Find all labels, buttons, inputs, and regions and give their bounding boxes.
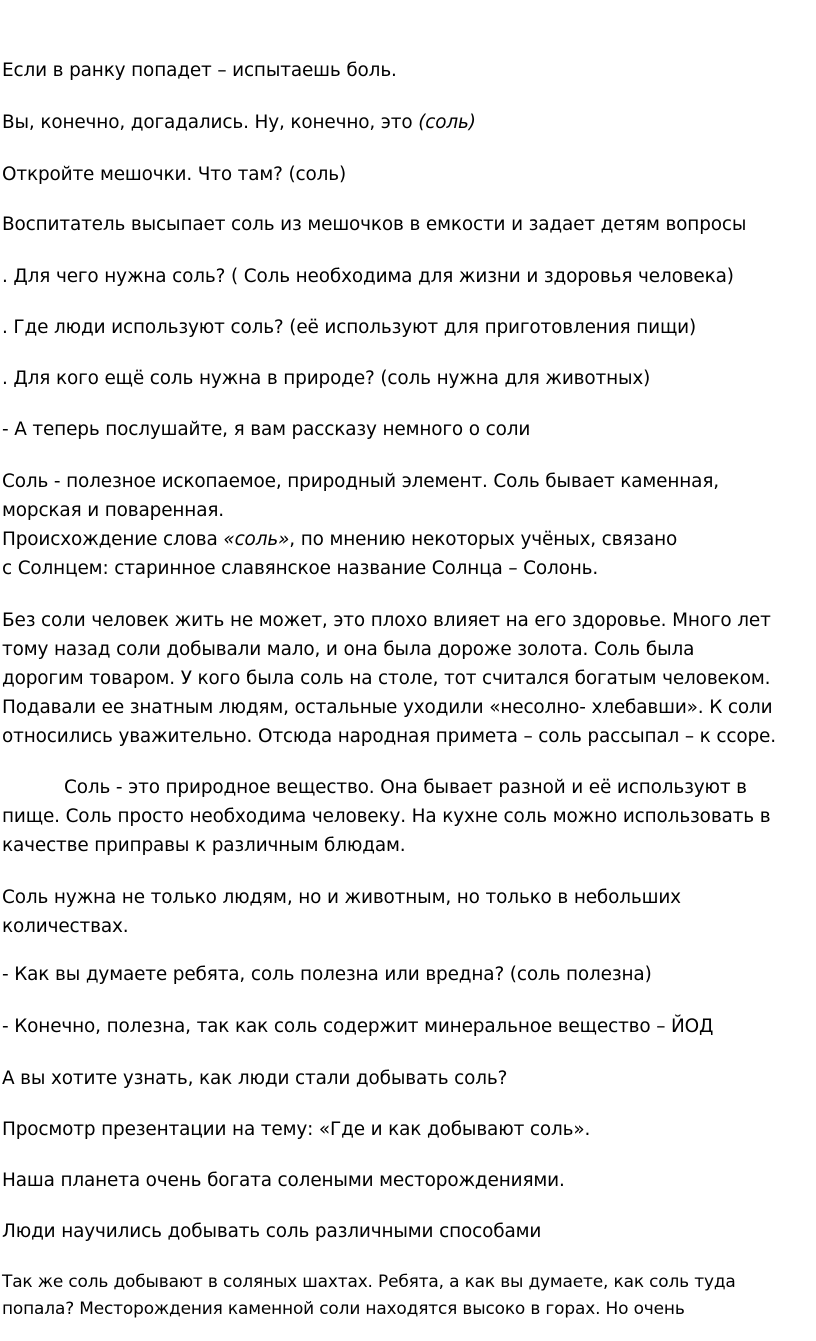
text-line: количествах.: [2, 916, 129, 937]
paragraph-history: [2, 606, 814, 751]
text-span: Происхождение слова: [2, 529, 224, 550]
paragraph-wound: [2, 58, 814, 84]
paragraph-natural-substance: [2, 773, 814, 860]
paragraph-teacher: [2, 212, 814, 238]
text-line: - Как вы думаете ребята, соль полезна или вредна? (соль полезна): [2, 964, 652, 985]
text-line: Без соли человек жить не может, это плохо влияет на его здоровье. Много лет: [2, 610, 771, 631]
paragraph-mines: [2, 1268, 814, 1322]
paragraph-open-bags: [2, 162, 814, 188]
text-span: , по мнению некоторых учёных, связано: [289, 529, 678, 550]
text-line: с Солнцем: старинное славянское название Солнца – Солонь.: [2, 558, 599, 579]
paragraph-methods: [2, 1219, 814, 1245]
text-line: Подавали ее знатным людям, остальные уходили «несолно- хлебавши». К соли: [2, 697, 773, 718]
paragraph-iodine: [2, 1014, 814, 1040]
paragraph-salt-origin: [2, 467, 814, 583]
text-line: Если в ранку попадет – испытаешь боль.: [2, 60, 397, 81]
paragraph-question-2: [2, 315, 814, 341]
text-line: Наша планета очень богата солеными месторождениями.: [2, 1170, 565, 1191]
text-line: Люди научились добывать соль различными способами: [2, 1221, 542, 1242]
text-line: относились уважительно. Отсюда народная примета – соль рассыпал – к ссоре.: [2, 726, 776, 747]
paragraph-want-to-know: [2, 1066, 814, 1092]
text-line: Воспитатель высыпает соль из мешочков в емкости и задает детям вопросы: [2, 214, 747, 235]
text-line: качестве приправы к различным блюдам.: [2, 835, 406, 856]
text-line: [2, 110, 814, 136]
text-line: . Где люди используют соль? (её используют для приготовления пищи): [2, 317, 697, 338]
text-line: А вы хотите узнать, как люди стали добывать соль?: [2, 1068, 508, 1089]
paragraph-question-1: [2, 264, 814, 290]
text-line: [2, 525, 814, 554]
paragraph-animals: [2, 883, 814, 941]
italic-answer: (соль): [418, 112, 476, 133]
text-line: тому назад соли добывали мало, и она была дороже золота. Соль была: [2, 639, 695, 660]
paragraph-question-useful: [2, 962, 814, 988]
text-span: Вы, конечно, догадались. Ну, конечно, это: [2, 112, 419, 133]
paragraph-listen: [2, 417, 814, 443]
text-line: . Для чего нужна соль? ( Соль необходима для жизни и здоровья человека): [2, 266, 734, 287]
paragraph-planet: [2, 1168, 814, 1194]
text-line: Соль - полезное ископаемое, природный элемент. Соль бывает каменная,: [2, 471, 719, 492]
text-line: - Конечно, полезна, так как соль содержит минеральное вещество – ЙОД: [2, 1016, 714, 1037]
text-line: дорогим товаром. У кого была соль на столе, тот считался богатым человеком.: [2, 668, 771, 689]
text-line: - А теперь послушайте, я вам рассказу немного о соли: [2, 419, 531, 440]
text-line: морская и поваренная.: [2, 500, 225, 521]
text-line: попала? Месторождения каменной соли находятся высоко в горах. Но очень: [2, 1298, 685, 1318]
italic-word: «соль»: [223, 529, 290, 550]
text-line: Соль нужна не только людям, но и животным, но только в небольших: [2, 887, 681, 908]
paragraph-presentation: [2, 1117, 814, 1143]
text-line: Так же соль добывают в соляных шахтах. Ребята, а как вы думаете, как соль туда: [2, 1271, 736, 1291]
text-line: Просмотр презентации на тему: «Где и как добывают соль».: [2, 1119, 591, 1140]
text-line: пище. Соль просто необходима человеку. На кухне соль можно использовать в: [2, 806, 771, 827]
text-line: Соль - это природное вещество. Она бывает разной и её используют в: [64, 777, 747, 798]
paragraph-question-3: [2, 366, 814, 392]
paragraph-guess: [2, 110, 814, 136]
text-line: Откройте мешочки. Что там? (соль): [2, 164, 347, 185]
text-line: . Для кого ещё соль нужна в природе? (соль нужна для животных): [2, 368, 651, 389]
